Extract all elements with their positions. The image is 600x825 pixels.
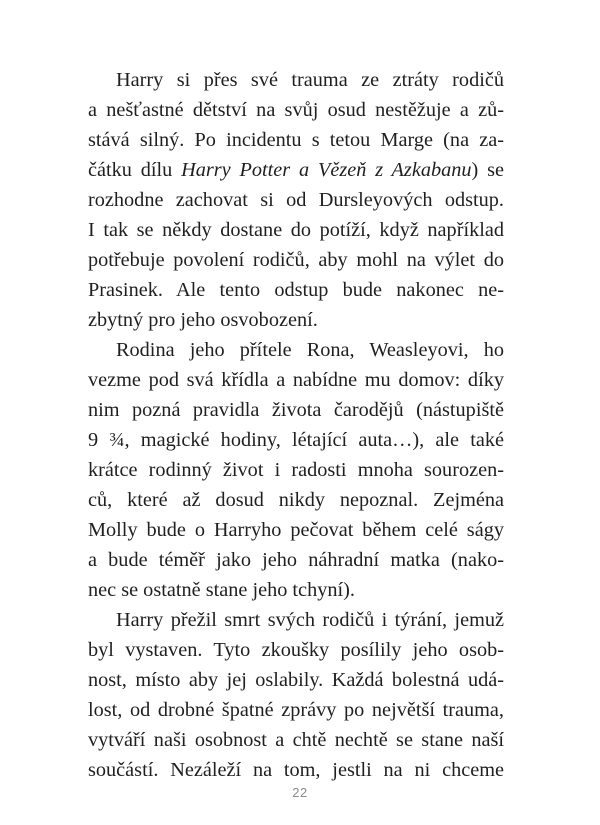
paragraph-2-line-2: vezme pod svá křídla a nabídne mu domov: díky (88, 369, 504, 391)
line-text: ) se (471, 159, 504, 181)
paragraph-1-line-8: Prasinek. Ale tento odstup bude nakonec ne- (88, 279, 504, 301)
paragraph-1-line-1: Harry si přes své trauma ze ztráty rodičů (116, 69, 504, 91)
paragraph-3-line-4: lost, od drobné špatné zprávy po největší trauma, (88, 699, 504, 721)
paragraph-2-line-7: Molly bude o Harryho pečovat během celé ságy (88, 519, 504, 541)
paragraph-3-line-5: vytváří naši osobnost a chtě nechtě se stane naší (88, 729, 504, 751)
paragraph-1-line-9: zbytný pro jeho osvobození. (88, 309, 318, 331)
paragraph-1-line-5: rozhodne zachovat si od Dursleyových odstup. (88, 189, 504, 211)
paragraph-3-line-1: Harry přežil smrt svých rodičů i týrání, jemuž (116, 609, 504, 631)
paragraph-2-line-9: nec se ostatně stane jeho tchyní). (88, 579, 355, 601)
paragraph-2-line-6: ců, které až dosud nikdy nepoznal. Zejména (88, 489, 504, 511)
paragraph-1-line-2: a nešťastné dětství na svůj osud nestěžuje a zů- (88, 99, 504, 121)
paragraph-1-line-3: stává silný. Po incidentu s tetou Marge (na za- (88, 129, 504, 151)
paragraph-2-line-3: nim pozná pravidla života čarodějů (nástupiště (88, 399, 504, 421)
paragraph-2-line-5: krátce rodinný život i radosti mnoha sourozen- (88, 459, 504, 481)
book-title-italic: Harry Potter a Vězeň z Azkabanu (181, 159, 472, 181)
paragraph-2-line-8: a bude téměř jako jeho náhradní matka (nako- (88, 549, 504, 571)
paragraph-3-line-2: byl vystaven. Tyto zkoušky posílily jeho osob- (88, 639, 504, 661)
page-number: 22 (292, 785, 308, 800)
paragraph-3-line-3: nost, místo aby jej oslabily. Každá bolestná udá- (88, 669, 504, 691)
paragraph-2-line-4: 9 ¾, magické hodiny, létající auta…), ale také (88, 429, 504, 451)
paragraph-3-line-6: součástí. Nezáleží na tom, jestli na ni chceme (88, 759, 504, 781)
paragraph-1-line-4 (88, 155, 504, 185)
paragraph-1-line-7: potřebuje povolení rodičů, aby mohl na výlet do (88, 249, 504, 271)
paragraph-2-line-1: Rodina jeho přítele Rona, Weasleyovi, ho (116, 339, 504, 361)
line-text: čátku dílu (88, 159, 182, 181)
paragraph-1-line-6: I tak se někdy dostane do potíží, když například (88, 219, 504, 241)
